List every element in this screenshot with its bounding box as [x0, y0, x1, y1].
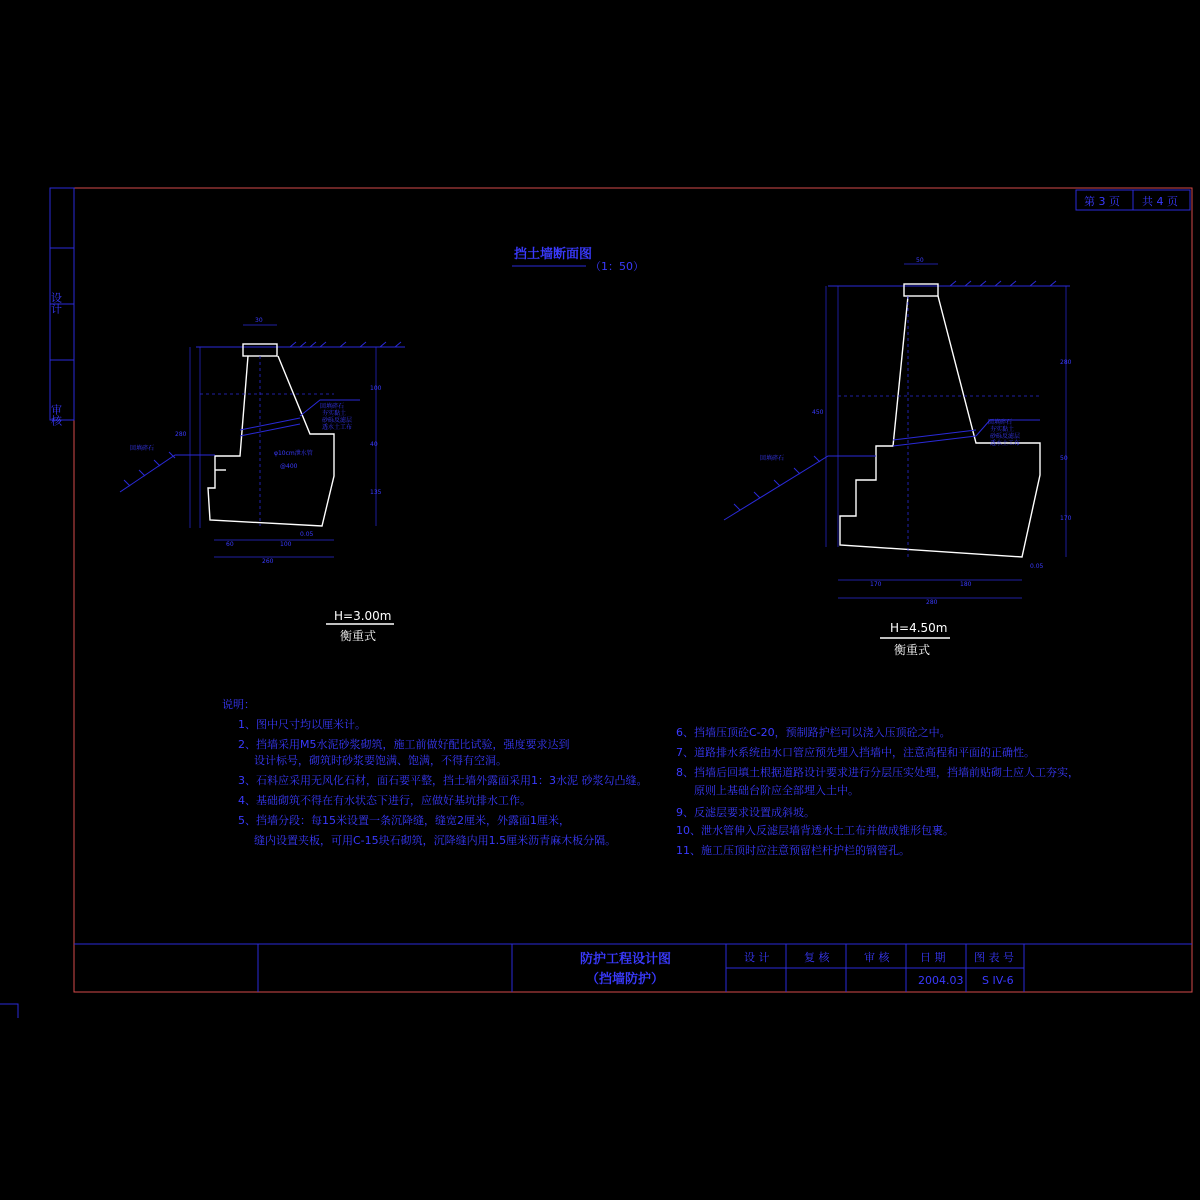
left-dim-right-top: 100 — [370, 385, 382, 392]
right-dim-top: 50 — [916, 257, 924, 264]
right-type-label: 衡重式 — [894, 643, 931, 657]
side-label-review: 审核 — [49, 404, 63, 426]
left-note-clay: 夯实黏土 — [322, 410, 347, 417]
note-1: 1、图中尺寸均以厘米计。 — [238, 718, 366, 731]
page-number: 第 3 页 — [1084, 195, 1120, 208]
left-dim-right-mid: 40 — [370, 441, 378, 448]
left-dim-base-left: 60 — [226, 541, 234, 548]
left-note-filter: 砂砾反滤层 — [322, 417, 353, 424]
left-note-geotextile: 透水土工布 — [322, 424, 353, 431]
title-block — [258, 944, 1024, 992]
project-subtitle: （挡墙防护） — [586, 972, 665, 987]
right-note-geotextile: 透水土工布 — [990, 440, 1021, 447]
note-8-cont: 原则上基础台阶应全部埋入土中。 — [694, 784, 859, 797]
corner-mark — [0, 1004, 18, 1018]
left-note-crushed-stone: 回填碎石 — [320, 403, 345, 410]
tb-date: 2004.03 — [918, 974, 964, 987]
right-section — [724, 257, 1072, 657]
drawing-frame — [74, 188, 1192, 992]
left-dim-slope: 0.05 — [300, 531, 314, 538]
note-3: 3、石料应采用无风化石材，面石要平整，挡土墙外露面采用1：3水泥 砂浆勾凸缝。 — [238, 774, 648, 787]
right-dim-base-right: 180 — [960, 581, 972, 588]
right-note-clay: 夯实黏土 — [990, 426, 1015, 433]
right-dim-right-top: 280 — [1060, 359, 1072, 366]
left-dim-base-right: 100 — [280, 541, 292, 548]
right-height-label: H=4.50m — [890, 621, 948, 635]
side-strip — [50, 188, 75, 427]
note-5-cont: 缝内设置夹板，可用C-15块石砌筑，沉降缝内用1.5厘米沥青麻木板分隔。 — [254, 834, 617, 847]
notes-title: 说明： — [222, 698, 255, 711]
left-note-backfill: 回填碎石 — [130, 445, 155, 452]
tb-review: 审 核 — [864, 951, 890, 964]
note-2-cont: 设计标号，砌筑时砂浆要饱满、饱满，不得有空洞。 — [254, 754, 507, 767]
right-note-crushed-stone: 回填碎石 — [988, 419, 1013, 426]
left-note-pipe: φ10cm泄水管 — [274, 450, 313, 457]
left-dim-height: 280 — [175, 431, 187, 438]
left-dim-right-bottom: 135 — [370, 489, 382, 496]
left-height-label: H=3.00m — [334, 609, 392, 623]
right-dim-base-total: 280 — [926, 599, 938, 606]
note-11: 11、施工压顶时应注意预留栏杆护栏的钢管孔。 — [676, 844, 910, 857]
left-note-spacing: @400 — [280, 463, 298, 470]
project-title: 防护工程设计图 — [580, 952, 672, 967]
right-note-filter: 砂砾反滤层 — [990, 433, 1021, 440]
note-5: 5、挡墙分段：每15米设置一条沉降缝，缝宽2厘米，外露面1厘米， — [238, 814, 570, 827]
right-dim-right-mid: 50 — [1060, 455, 1068, 462]
note-9: 9、反滤层要求设置成斜坡。 — [676, 806, 815, 819]
main-title-group — [512, 246, 644, 273]
note-4: 4、基础砌筑不得在有水状态下进行，应做好基坑排水工作。 — [238, 794, 531, 807]
tb-date-label: 日 期 — [920, 951, 946, 964]
left-type-label: 衡重式 — [340, 629, 377, 643]
main-title-scale: （1：50） — [590, 260, 644, 273]
left-section — [120, 317, 405, 643]
side-label-design: 设计 — [49, 292, 63, 314]
right-dim-base-left: 170 — [870, 581, 882, 588]
tb-design: 设 计 — [744, 951, 770, 964]
tb-sheet-no: S IV-6 — [982, 974, 1014, 987]
tb-sheet-label: 图 表 号 — [974, 951, 1014, 964]
note-2: 2、挡墙采用M5水泥砂浆砌筑，施工前做好配比试验，强度要求达到 — [238, 738, 570, 751]
right-dim-height: 450 — [812, 409, 824, 416]
right-note-backfill: 回填碎石 — [760, 455, 785, 462]
note-7: 7、道路排水系统由水口管应预先埋入挡墙中，注意高程和平面的正确性。 — [676, 746, 1035, 759]
notes-right — [676, 725, 1079, 857]
page-total: 共 4 页 — [1142, 195, 1178, 208]
right-dim-slope: 0.05 — [1030, 563, 1044, 570]
notes-left — [222, 698, 648, 847]
note-10: 10、泄水管伸入反滤层墙背透水土工布并做成锥形包裹。 — [676, 824, 954, 837]
left-dim-base-total: 260 — [262, 558, 274, 565]
note-8: 8、挡墙后回填土根据道路设计要求进行分层压实处理，挡墙前贴砌土应人工夯实， — [676, 766, 1079, 779]
note-6: 6、挡墙压顶砼C-20，预制路护栏可以浇入压顶砼之中。 — [676, 726, 951, 739]
main-title: 挡土墙断面图 — [514, 247, 593, 262]
tb-check: 复 核 — [804, 951, 830, 964]
right-dim-right-bottom: 170 — [1060, 515, 1072, 522]
left-dim-top: 30 — [255, 317, 263, 324]
page-number-box — [1076, 190, 1190, 210]
